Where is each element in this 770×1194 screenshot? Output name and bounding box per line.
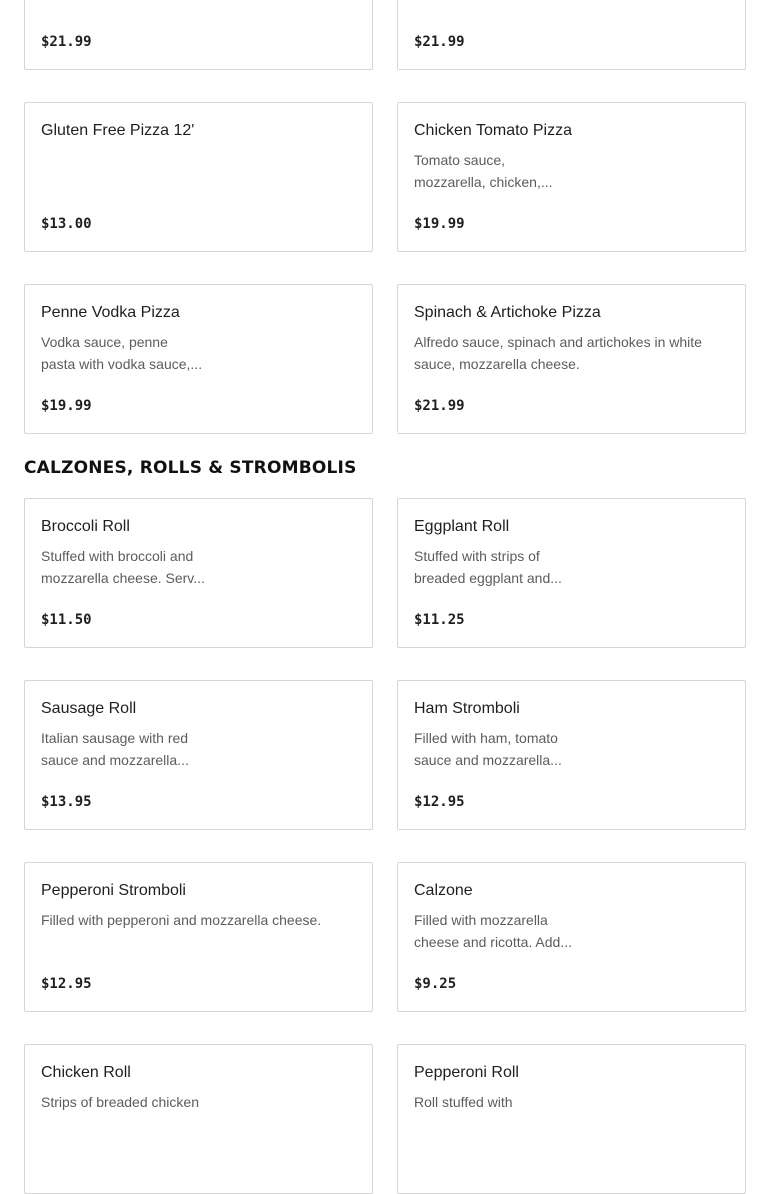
menu-item-price: $13.95 [41,794,92,810]
menu-item-pepperoni-stromboli[interactable] [24,862,373,1012]
menu-item-description: Tomato sauce, mozzarella, chicken,... [414,152,553,190]
menu-item-price: $11.50 [41,612,92,628]
menu-item-description: Stuffed with strips of breaded eggplant and... [414,548,562,586]
menu-item-chicken-roll[interactable] [24,1044,373,1194]
menu-item-name: Penne Vodka Pizza [41,304,180,321]
menu-item-description: Italian sausage with red sauce and mozzarella... [41,730,189,768]
menu-item-penne-vodka-pizza[interactable] [24,284,373,434]
menu-item-description: Strips of breaded chicken [41,1094,199,1110]
menu-item-name: Calzone [414,882,473,899]
menu-item-description: Filled with mozzarella cheese and ricotta. Add... [414,912,572,950]
menu-item-name: Sausage Roll [41,700,137,717]
menu-item-description: Alfredo sauce, spinach and artichokes in white sauce, mozzarella cheese. [414,334,702,372]
menu-item-chicken-tomato-pizza[interactable] [397,102,746,252]
menu-item-description: Vodka sauce, penne pasta with vodka sauce,... [41,334,203,372]
section-title: CALZONES, ROLLS & STROMBOLIS [24,458,357,478]
menu-item-name: Chicken Tomato Pizza [414,122,572,139]
menu-item-description: Filled with ham, tomato sauce and mozzarella... [414,730,562,768]
menu-item-gluten-free-pizza[interactable] [24,102,373,252]
menu-item-sausage-roll[interactable] [24,680,373,830]
menu-item-name: Gluten Free Pizza 12' [41,122,195,139]
menu-item-name: Pepperoni Roll [414,1064,519,1081]
menu-item-card[interactable] [24,0,373,70]
menu-row [24,862,746,1012]
menu-item-eggplant-roll[interactable] [397,498,746,648]
menu-row [24,0,746,70]
menu-item-price: $21.99 [414,34,465,50]
menu-row [24,1044,746,1194]
menu-item-broccoli-roll[interactable] [24,498,373,648]
menu-item-description: Roll stuffed with [414,1094,513,1110]
menu-item-spinach-artichoke-pizza[interactable] [397,284,746,434]
menu-item-price: $21.99 [41,34,92,50]
menu-row [24,680,746,830]
menu-item-description: Filled with pepperoni and mozzarella cheese. [41,912,322,928]
menu-item-name: Chicken Roll [41,1064,131,1081]
menu-item-price: $12.95 [41,976,92,992]
menu-item-ham-stromboli[interactable] [397,680,746,830]
menu-item-card[interactable] [397,0,746,70]
menu-item-name: Eggplant Roll [414,518,510,535]
menu-item-price: $11.25 [414,612,465,628]
menu-item-name: Spinach & Artichoke Pizza [414,304,601,321]
menu-row [24,498,746,648]
menu-item-calzone[interactable] [397,862,746,1012]
menu-item-price: $9.25 [414,976,457,992]
menu-item-name: Broccoli Roll [41,518,130,535]
menu-item-price: $13.00 [41,216,92,232]
menu-row [24,284,746,434]
menu-item-price: $19.99 [414,216,465,232]
menu-item-pepperoni-roll[interactable] [397,1044,746,1194]
menu-item-price: $21.99 [414,398,465,414]
menu-item-price: $12.95 [414,794,465,810]
menu-item-description: Stuffed with broccoli and mozzarella cheese. Serv... [41,548,205,586]
menu-row [24,102,746,252]
menu-item-name: Pepperoni Stromboli [41,882,186,899]
menu-item-price: $19.99 [41,398,92,414]
menu-item-name: Ham Stromboli [414,700,520,717]
